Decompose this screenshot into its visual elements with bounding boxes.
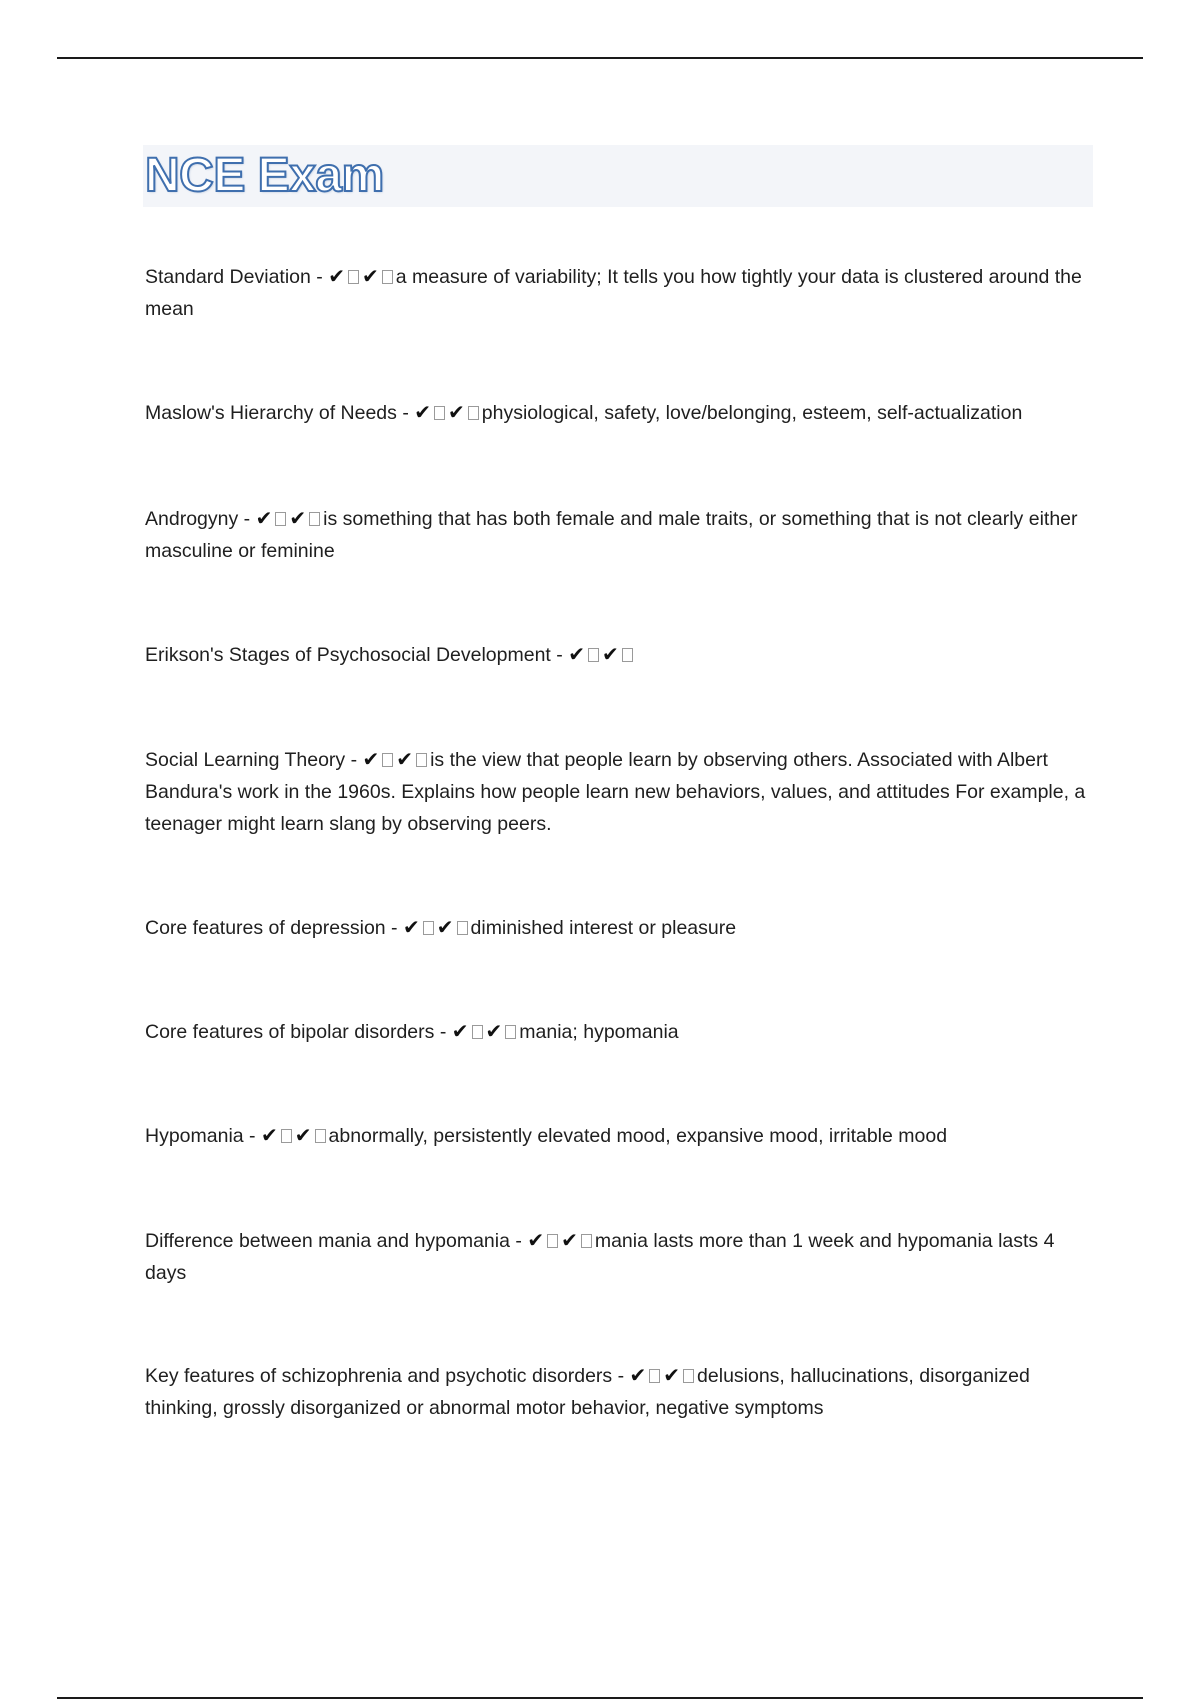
entry-definition: abnormally, persistently elevated mood, expansive mood, irritable mood [328, 1125, 948, 1147]
box-glyph-icon [649, 1369, 660, 1383]
box-glyph-icon [683, 1369, 694, 1383]
flashcard-entry [145, 743, 1095, 840]
entry-separator: - [243, 1125, 261, 1147]
flashcard-entry [145, 638, 1095, 671]
box-glyph-icon [472, 1025, 483, 1039]
box-glyph-icon [275, 512, 286, 526]
box-glyph-icon [457, 921, 468, 935]
flashcard-entry [145, 1119, 1095, 1152]
entry-definition: is the view that people learn by observing others. Associated with Albert Bandura's work in the 1960s. Explains how people learn new behaviors, values, and attitudes For example, a teenager might learn slang by observing peers. [145, 749, 1086, 835]
checkmark-icon: ✔ [601, 642, 619, 666]
flashcard-entry [145, 1224, 1095, 1289]
entry-term: Standard Deviation [145, 266, 311, 288]
box-glyph-icon [581, 1234, 592, 1248]
checkmark-icon: ✔ [328, 264, 345, 288]
box-glyph-icon [423, 921, 434, 935]
answer-marks [363, 749, 431, 771]
box-glyph-icon [468, 406, 479, 420]
box-glyph-icon [547, 1234, 558, 1248]
entry-term: Core features of bipolar disorders [145, 1021, 435, 1043]
entry-term: Erikson's Stages of Psychosocial Development [145, 644, 551, 666]
checkmark-icon: ✔ [629, 1363, 647, 1387]
flashcard-entry [145, 396, 1095, 429]
entry-definition: a measure of variability; It tells you how tightly your data is clustered around the mean [145, 266, 1082, 320]
box-glyph-icon [382, 270, 393, 284]
answer-marks [328, 266, 396, 288]
box-glyph-icon [588, 648, 599, 662]
checkmark-icon: ✔ [568, 642, 585, 666]
box-glyph-icon [505, 1025, 516, 1039]
checkmark-icon: ✔ [663, 1363, 681, 1387]
flashcard-entry [145, 1359, 1095, 1424]
entry-term: Maslow's Hierarchy of Needs [145, 402, 397, 424]
header-rule [57, 57, 1143, 59]
entry-definition: delusions, hallucinations, disorganized thinking, grossly disorganized or abnormal motor behavior, negative symptoms [145, 1365, 1030, 1419]
answer-marks [452, 1021, 520, 1043]
checkmark-icon: ✔ [402, 915, 420, 939]
box-glyph-icon [434, 406, 445, 420]
entry-separator: - [396, 402, 415, 424]
box-glyph-icon [416, 753, 427, 767]
checkmark-icon: ✔ [362, 747, 380, 771]
entry-separator: - [345, 749, 363, 771]
entry-separator: - [612, 1365, 630, 1387]
entry-separator: - [509, 1230, 528, 1252]
answer-marks [630, 1365, 698, 1387]
checkmark-icon: ✔ [448, 400, 465, 424]
answer-marks [414, 402, 482, 424]
entry-separator: - [310, 266, 329, 288]
title-banner [143, 145, 1093, 207]
box-glyph-icon [382, 753, 393, 767]
flashcard-entry [145, 502, 1095, 567]
flashcard-entry [145, 911, 1095, 944]
answer-marks [403, 917, 471, 939]
checkmark-icon: ✔ [294, 1123, 312, 1147]
entry-term: Androgyny [145, 508, 239, 530]
box-glyph-icon [622, 648, 633, 662]
checkmark-icon: ✔ [255, 506, 273, 530]
checkmark-icon: ✔ [260, 1123, 278, 1147]
entry-definition: diminished interest or pleasure [470, 917, 737, 939]
entry-term: Key features of schizophrenia and psychotic disorders [145, 1365, 613, 1387]
entry-definition: mania lasts more than 1 week and hypomania lasts 4 days [145, 1230, 1055, 1284]
entry-separator: - [434, 1021, 452, 1043]
entry-definition: mania; hypomania [519, 1021, 679, 1043]
entry-definition: is something that has both female and male traits, or something that is not clearly either masculine or feminine [145, 508, 1078, 562]
checkmark-icon: ✔ [485, 1019, 503, 1043]
entry-term: Core features of depression [145, 917, 386, 939]
box-glyph-icon [348, 270, 359, 284]
checkmark-icon: ✔ [361, 264, 379, 288]
flashcard-entry [145, 1015, 1095, 1048]
checkmark-icon: ✔ [561, 1228, 578, 1252]
box-glyph-icon [315, 1129, 326, 1143]
footer-rule [57, 1697, 1143, 1699]
checkmark-icon: ✔ [396, 747, 414, 771]
checkmark-icon: ✔ [289, 506, 307, 530]
checkmark-icon: ✔ [436, 915, 454, 939]
checkmark-icon: ✔ [527, 1228, 545, 1252]
answer-marks [256, 508, 324, 530]
checkmark-icon: ✔ [451, 1019, 469, 1043]
answer-marks [261, 1125, 329, 1147]
document-title: NCE Exam [145, 149, 384, 202]
box-glyph-icon [309, 512, 320, 526]
entry-definition: physiological, safety, love/belonging, esteem, self-actualization [481, 402, 1023, 424]
entry-term: Hypomania [145, 1125, 244, 1147]
answer-marks [568, 644, 636, 666]
entry-term: Social Learning Theory [145, 749, 346, 771]
entry-separator: - [385, 917, 403, 939]
checkmark-icon: ✔ [414, 400, 432, 424]
entry-term: Difference between mania and hypomania [145, 1230, 510, 1252]
entry-separator: - [550, 644, 569, 666]
entry-separator: - [238, 508, 256, 530]
box-glyph-icon [281, 1129, 292, 1143]
flashcard-entry [145, 260, 1095, 325]
answer-marks [527, 1230, 595, 1252]
